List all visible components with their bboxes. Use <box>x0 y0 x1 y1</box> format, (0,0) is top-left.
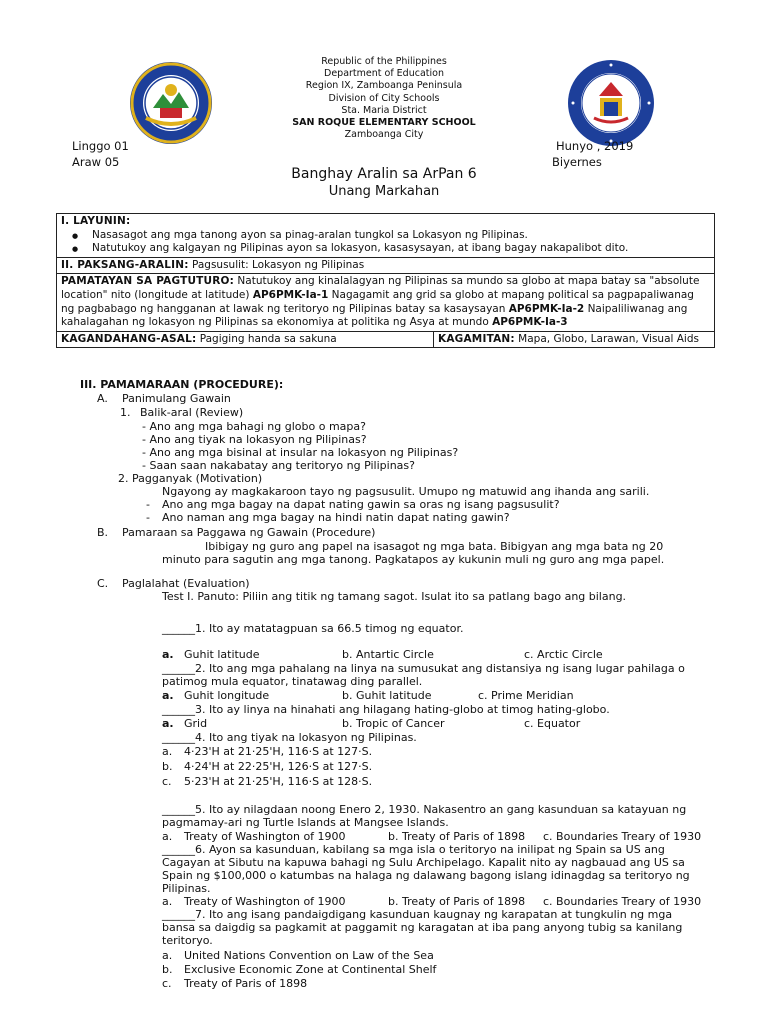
section-a-title: Panimulang Gawain <box>122 392 231 405</box>
section-c-title: Paglalahat (Evaluation) <box>122 577 250 590</box>
q4-choice-c-label: c. <box>162 775 172 788</box>
pamantayan-text-1: Natutukoy ang kinalalagyan ng Pilipinas sa mundo sa globo at mapa batay sa "absolute location" nito (longitude at latitude) <box>61 275 700 301</box>
question-3: ______3. Ito ay linya na hinahati ang hilagang hating-globo at timog hating-globo. <box>162 703 610 716</box>
motivation-bullet: - <box>146 498 150 511</box>
kagamitan-label: KAGAMITAN: <box>438 332 515 345</box>
q2-choice-a: Guhit longitude <box>184 689 270 702</box>
layunin-list <box>61 229 710 256</box>
date-label: Hunyo , 2019 <box>556 139 634 153</box>
q7-choice-a: United Nations Convention on Law of the Sea <box>184 949 434 962</box>
section-a1-label: 1. <box>120 406 131 419</box>
q5-choice-a: Treaty of Washington of 1900 <box>184 830 346 843</box>
q7-choice-b: Exclusive Economic Zone at Continental Shelf <box>184 963 437 976</box>
procedure-heading: III. PAMAMARAAN (PROCEDURE): <box>80 378 284 391</box>
letterhead <box>0 56 768 141</box>
lesson-plan-subtitle: Unang Markahan <box>328 184 440 199</box>
q1-choice-a-label: a. <box>162 648 174 661</box>
q3-choice-a: Grid <box>184 717 208 730</box>
kagandahang-label: KAGANDAHANG-ASAL: <box>61 332 197 345</box>
motivation-intro: Ngayong ay magkakaroon tayo ng pagsusulit. Umupo ng matuwid ang ihanda ang sarili. <box>162 485 650 498</box>
q4-choice-a-label: a. <box>162 745 173 758</box>
review-question: - Ano ang tiyak na lokasyon ng Pilipinas? <box>142 433 367 446</box>
question-5-line-2: pagmamay-ari ng Turtle Islands at Mangsee Islands. <box>162 816 449 829</box>
kagandahang-cell <box>57 331 434 348</box>
question-7-line-2: bansa sa daigdig sa pagkamit at paggamit ng karagatan at iba pang anyong tubig sa kanilang <box>162 921 683 934</box>
q5-choice-c: c. Boundaries Treary of 1930 <box>543 830 702 843</box>
lesson-plan-title: Banghay Aralin sa ArPan 6 <box>291 166 477 182</box>
q5-choice-b: b. Treaty of Paris of 1898 <box>388 830 526 843</box>
layunin-item: ● Natutukoy ang kalgayan ng Pilipinas ayon sa lokasyon, kasasysayan, at ibang bagay nakapalibot dito. <box>92 242 710 256</box>
q1-choice-a: Guhit latitude <box>184 648 260 661</box>
q7-choice-c: Treaty of Paris of 1898 <box>184 977 308 990</box>
q7-choice-b-label: b. <box>162 963 173 976</box>
question-6-line-3: Spain ng $100,000 o katumbas na halaga ng dalawang bagong islang idinagdag sa teritoryo ng <box>162 869 690 882</box>
layunin-item: ● Nasasagot ang mga tanong ayon sa pinag-aralan tungkol sa Lokasyon ng Pilipinas. <box>92 229 710 243</box>
q7-choice-c-label: c. <box>162 977 172 990</box>
pamantayan-code-3: AP6PMK-Ia-3 <box>492 316 568 329</box>
q6-choice-a-label: a. <box>162 895 173 908</box>
kagamitan-value: Mapa, Globo, Larawan, Visual Aids <box>518 332 699 345</box>
layunin-label: I. LAYUNIN: <box>61 215 131 227</box>
question-1: ______1. Ito ay matatagpuan sa 66.5 timog ng equator. <box>162 622 464 635</box>
weekday-label: Biyernes <box>552 155 602 169</box>
question-2-line-2: patimog mula equator, tinatawag ding parallel. <box>162 675 423 688</box>
header-country: Republic of the Philippines <box>321 56 447 67</box>
review-question: - Saan saan nakabatay ang teritoryo ng Pilipinas? <box>142 459 415 472</box>
q7-choice-a-label: a. <box>162 949 173 962</box>
q1-choice-c: c. Arctic Circle <box>524 648 603 661</box>
paksang-cell <box>57 257 715 274</box>
review-question: - Ano ang mga bahagi ng globo o mapa? <box>142 420 366 433</box>
q3-choice-a-label: a. <box>162 717 174 730</box>
q3-choice-b: b. Tropic of Cancer <box>342 717 445 730</box>
question-6-line-4: Pilipinas. <box>162 882 211 895</box>
pamantayan-text-3: Naipaliliwanag ang kahalagahan ng lokasyon ng Pilipinas sa ekonomiya at politika ng Asya at mundo <box>61 302 688 329</box>
section-a-label: A. <box>97 392 108 405</box>
q4-choice-c: 5·23'H at 21·25'H, 116·S at 128·S. <box>184 775 373 788</box>
pamantayan-code-1: AP6PMK-Ia-1 <box>252 288 329 301</box>
pamantayan-text-2: Nagagamit ang grid sa globo at mapang political sa pagpapaliwanag ng pagbabago ng hangganan at lawak ng teritoryo ng Pilipinas batay sa kasaysayan <box>61 288 694 315</box>
header-division: Division of City Schools <box>328 92 440 104</box>
section-a2-title: 2. Pagganyak (Motivation) <box>118 472 263 485</box>
header-department: Department of Education <box>324 68 444 80</box>
q4-choice-a: 4·23'H at 21·25'H, 116·S at 127·S. <box>184 745 373 758</box>
review-question: - Ano ang mga bisinal at insular na lokasyon ng Pilipinas? <box>142 446 459 459</box>
pamantayan-label: PAMATAYAN SA PAGTUTURO: <box>61 275 235 288</box>
q6-choice-a: Treaty of Washington of 1900 <box>184 895 346 908</box>
paksang-value: Pagsusulit: Lokasyon ng Pilipinas <box>191 258 365 271</box>
question-5-line-1: ______5. Ito ay nilagdaan noong Enero 2, 1930. Nakasentro an gang kasunduan sa katayuan ng <box>162 803 687 816</box>
header-school: SAN ROQUE ELEMENTARY SCHOOL <box>292 117 476 129</box>
section-a1-title: Balik-aral (Review) <box>140 406 244 419</box>
motivation-question-1: Ano ang mga bagay na dapat nating gawin sa oras ng isang pagsusulit? <box>162 498 560 511</box>
pamantayan-cell <box>57 274 715 331</box>
header-district: Sta. Maria District <box>341 104 427 116</box>
q3-choice-c: c. Equator <box>524 717 581 730</box>
pamantayan-code-2: AP6PMK-Ia-2 <box>508 302 585 315</box>
section-c-label: C. <box>97 577 109 590</box>
q2-choice-a-label: a. <box>162 689 174 702</box>
section-b-label: B. <box>97 526 109 539</box>
q1-choice-b: b. Antartic Circle <box>342 648 434 661</box>
header-city: Zamboanga City <box>344 129 424 141</box>
paksang-label: II. PAKSANG-ARALIN: <box>61 258 189 271</box>
question-4: ______4. Ito ang tiyak na lokasyon ng Pilipinas. <box>162 731 417 744</box>
q2-choice-c: c. Prime Meridian <box>478 689 574 702</box>
layunin-cell <box>57 214 715 258</box>
question-7-line-3: teritoryo. <box>162 934 213 947</box>
kagandahang-value: Pagiging handa sa sakuna <box>199 332 337 345</box>
section-b-title: Pamaraan sa Paggawa ng Gawain (Procedure) <box>122 526 376 539</box>
question-6-line-1: ______6. Ayon sa kasunduan, kabilang sa mga isla o teritoryo na inilipat ng Spain sa US ang <box>162 843 665 856</box>
q5-choice-a-label: a. <box>162 830 173 843</box>
q4-choice-b-label: b. <box>162 760 173 773</box>
question-2-line-1: ______2. Ito ang mga pahalang na linya na sumusukat ang distansiya ng isang lugar pahilaga o <box>162 662 685 675</box>
lesson-objectives-table <box>56 213 715 348</box>
q4-choice-b: 4·24'H at 22·25'H, 126·S at 127·S. <box>184 760 373 773</box>
question-7-line-1: ______7. Ito ang isang pandaigdigang kasunduan kaugnay ng karapatan at tungkulin ng mga <box>162 908 673 921</box>
header-region: Region IX, Zamboanga Peninsula <box>305 80 463 92</box>
motivation-bullet: - <box>146 511 150 524</box>
motivation-question-2: Ano naman ang mga bagay na hindi natin dapat nating gawin? <box>162 511 510 524</box>
question-6-line-2: Cagayan at Sibutu na kapuwa bahagi ng Sulu Archipelago. Kapalit nito ay nagbauad ang US sa <box>162 856 685 869</box>
week-label: Linggo 01 <box>72 139 129 153</box>
q2-choice-b: b. Guhit latitude <box>342 689 432 702</box>
test-instruction: Test I. Panuto: Piliin ang titik ng tamang sagot. Isulat ito sa patlang bago ang bilang. <box>162 590 627 603</box>
day-label: Araw 05 <box>72 155 120 169</box>
q6-choice-c: c. Boundaries Treary of 1930 <box>543 895 702 908</box>
kagamitan-cell <box>434 331 715 348</box>
section-b-text-2: minuto para sagutin ang mga tanong. Pagkatapos ay kukunin muli ng guro ang mga papel. <box>162 553 665 566</box>
q6-choice-b: b. Treaty of Paris of 1898 <box>388 895 526 908</box>
section-b-text-1: Ibibigay ng guro ang papel na isasagot ng mga bata. Bibigyan ang mga bata ng 20 <box>205 540 664 553</box>
